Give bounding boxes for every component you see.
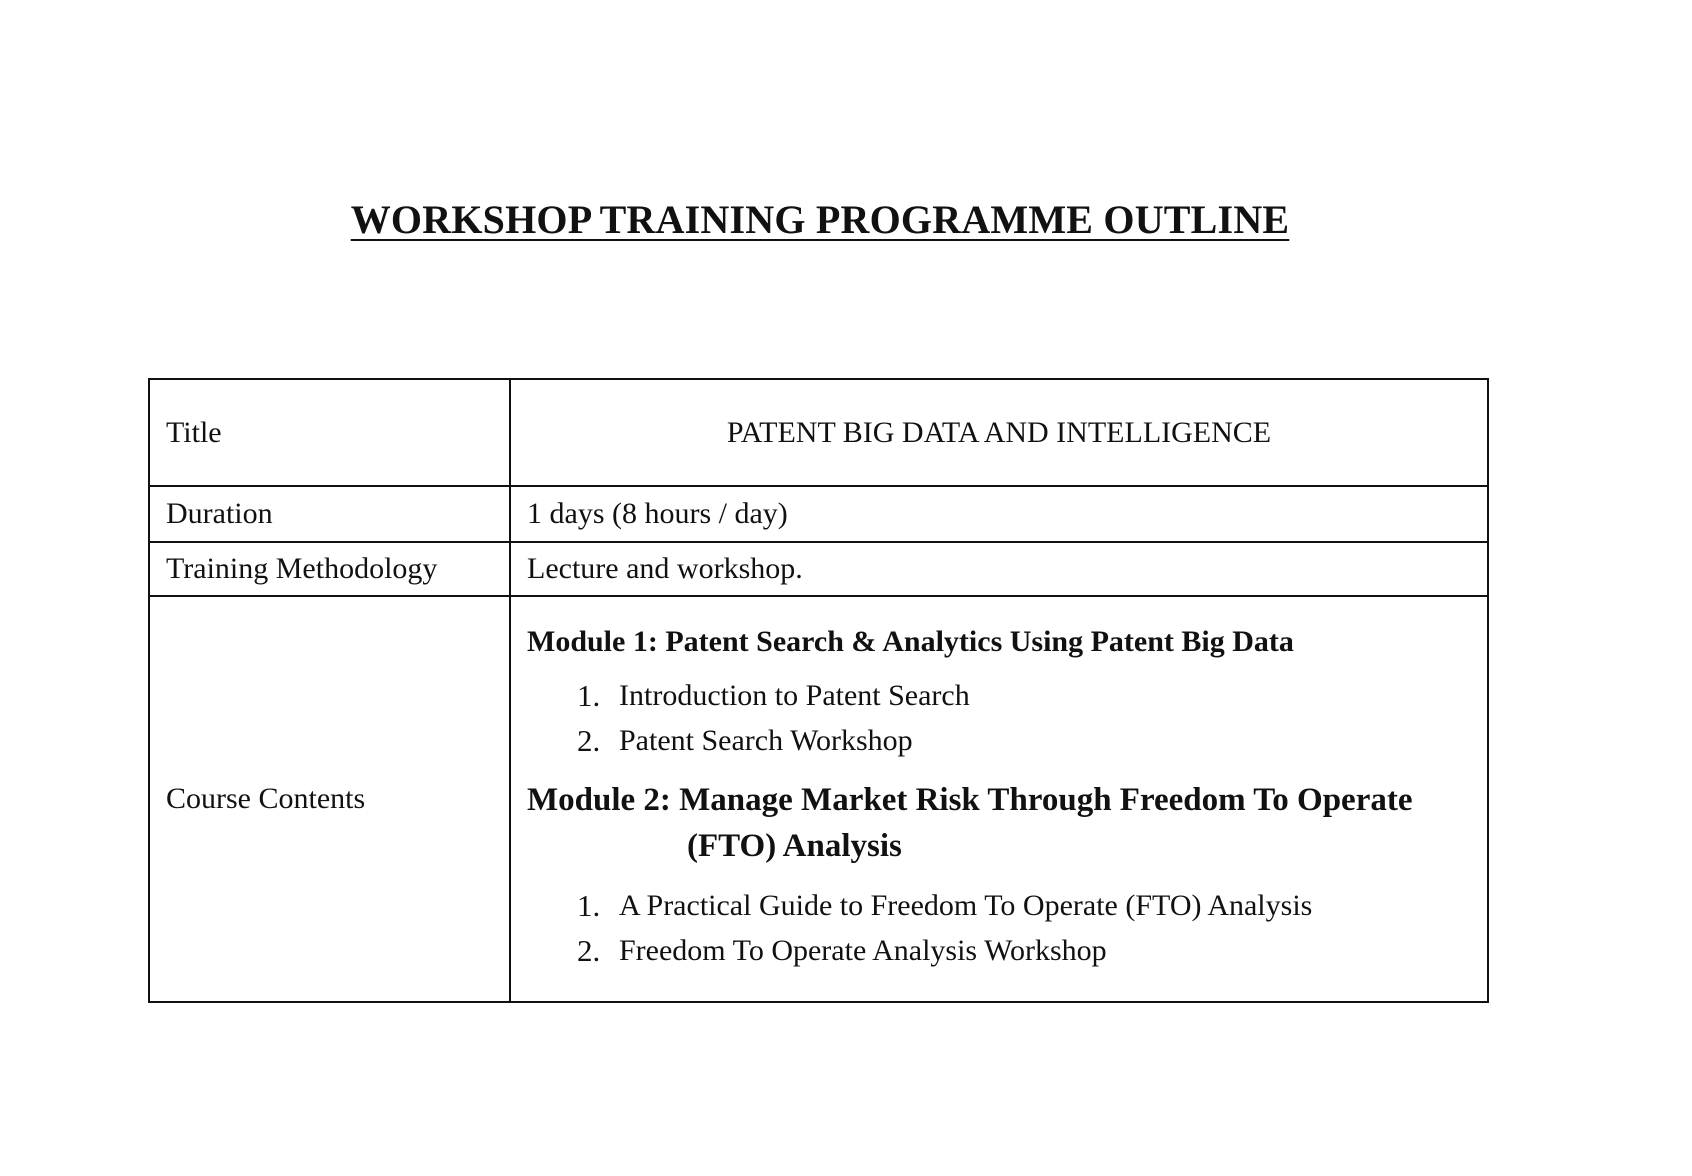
module-2-heading-line-1: Module 2: Manage Market Risk Through Freedom To Operate [527,782,1413,818]
item-text: Freedom To Operate Analysis Workshop [619,934,1107,967]
duration-label: Duration [149,486,510,542]
methodology-value: Lecture and workshop. [510,542,1488,596]
list-item [577,673,1471,718]
duration-value: 1 days (8 hours / day) [510,486,1488,542]
module-1-heading: Module 1: Patent Search & Analytics Using Patent Big Data [527,625,1294,658]
module-2-heading-line-2: (FTO) Analysis [687,828,902,864]
contents-label: Course Contents [149,596,510,1002]
item-number: 1. [577,678,601,713]
duration-row [149,486,1488,542]
item-text: A Practical Guide to Freedom To Operate (FTO) Analysis [619,889,1313,922]
contents-value [510,596,1488,1002]
module-2-heading [527,777,1471,869]
item-number: 2. [577,933,601,968]
methodology-row [149,542,1488,596]
title-value: PATENT BIG DATA AND INTELLIGENCE [510,379,1488,486]
contents-row [149,596,1488,1002]
module-1-list [527,673,1471,763]
item-number: 2. [577,723,601,758]
list-item [577,718,1471,763]
item-number: 1. [577,888,601,923]
programme-outline-table [148,378,1489,1003]
methodology-label: Training Methodology [149,542,510,596]
document-title: WORKSHOP TRAINING PROGRAMME OUTLINE [350,197,1290,242]
item-text: Patent Search Workshop [619,724,913,757]
title-row [149,379,1488,486]
module-2-list [527,883,1471,973]
item-text: Introduction to Patent Search [619,679,970,712]
list-item [577,883,1471,928]
title-label: Title [149,379,510,486]
list-item [577,928,1471,973]
